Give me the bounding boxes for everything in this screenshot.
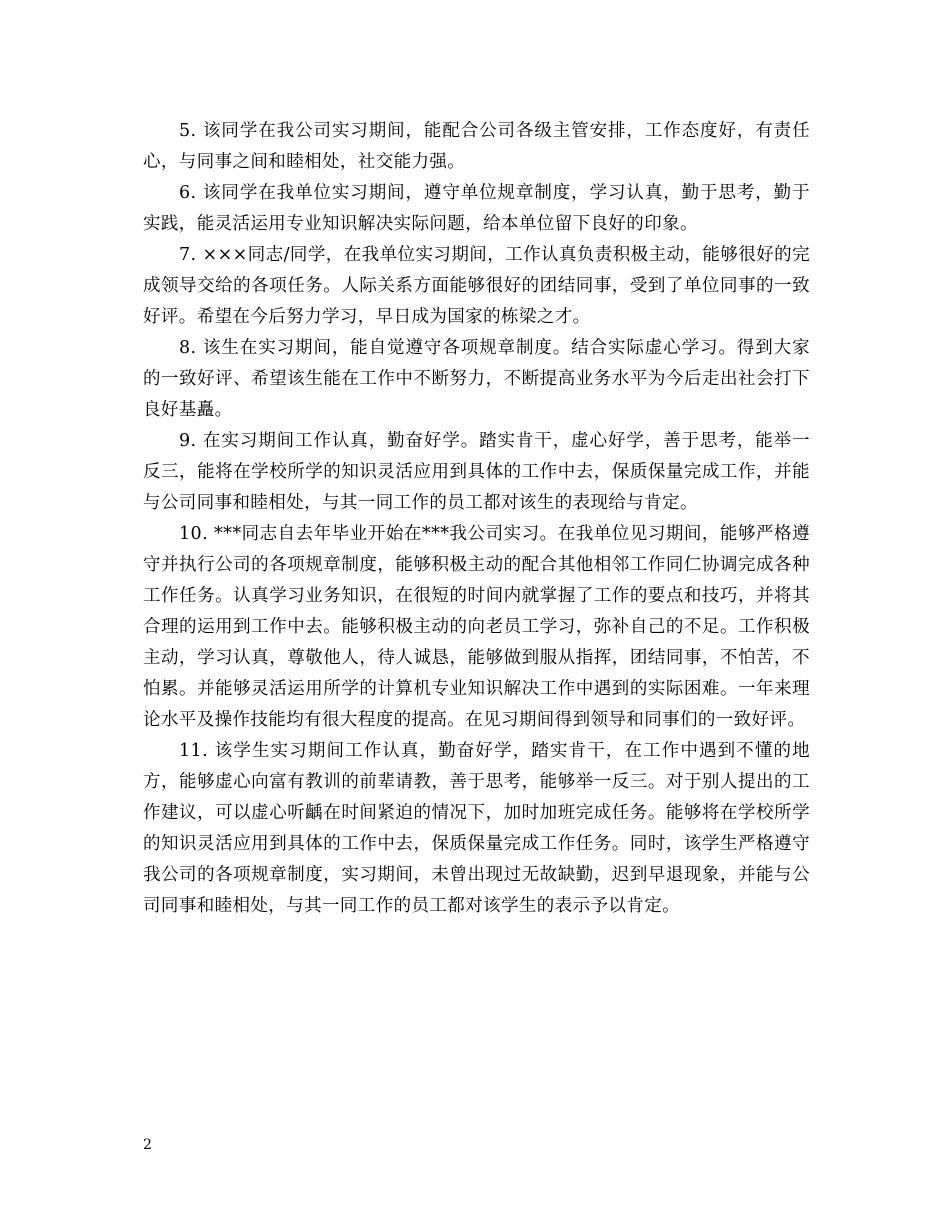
paragraph-number: 11.: [179, 741, 209, 761]
paragraph-8: [143, 333, 810, 426]
paragraph-6: [143, 178, 810, 240]
document-body: [143, 116, 810, 922]
paragraph-number: 8.: [179, 338, 197, 358]
paragraph-text: ×××同志/同学，在我单位实习期间，工作认真负责积极主动，能够很好的完成领导交给的各项任务。人际关系方面能够很好的团结同事，受到了单位同事的一致好评。希望在今后努力学习，早日成为国家的栋梁之才。: [143, 245, 810, 327]
paragraph-text: 在实习期间工作认真，勤奋好学。踏实肯干，虚心好学，善于思考，能举一反三，能将在学校所学的知识灵活应用到具体的工作中去，保质保量完成工作，并能与公司同事和睦相处，与其一同工作的员工都对该生的表现给与肯定。: [143, 431, 810, 513]
paragraph-11: [143, 736, 810, 922]
paragraph-number: 10.: [179, 524, 209, 544]
paragraph-number: 9.: [179, 431, 197, 451]
paragraph-text: 该生在实习期间，能自觉遵守各项规章制度。结合实际虚心学习。得到大家的一致好评、希望该生能在工作中不断努力，不断提高业务水平为今后走出社会打下良好基矗。: [143, 338, 810, 420]
page-number: 2: [143, 1137, 152, 1153]
paragraph-number: 5.: [179, 121, 197, 141]
paragraph-text: 该学生实习期间工作认真，勤奋好学，踏实肯干，在工作中遇到不懂的地方，能够虚心向富有教训的前辈请教，善于思考，能够举一反三。对于别人提出的工作建议，可以虚心听齲在时间紧迫的情况下，加时加班完成任务。能够将在学校所学的知识灵活应用到具体的工作中去，保质保量完成工作任务。同时，该学生严格遵守我公司的各项规章制度，实习期间，未曾出现过无故缺勤，迟到早退现象，并能与公司同事和睦相处，与其一同工作的员工都对该学生的表示予以肯定。: [143, 741, 810, 916]
paragraph-number: 7.: [179, 245, 197, 265]
paragraph-9: [143, 426, 810, 519]
paragraph-10: [143, 519, 810, 736]
paragraph-text: 该同学在我单位实习期间，遵守单位规章制度，学习认真，勤于思考，勤于实践，能灵活运用专业知识解决实际问题，给本单位留下良好的印象。: [143, 183, 810, 234]
paragraph-5: [143, 116, 810, 178]
paragraph-text: 该同学在我公司实习期间，能配合公司各级主管安排，工作态度好，有责任心，与同事之间和睦相处，社交能力强。: [143, 121, 810, 172]
paragraph-7: [143, 240, 810, 333]
paragraph-number: 6.: [179, 183, 197, 203]
paragraph-text: ***同志自去年毕业开始在***我公司实习。在我单位见习期间，能够严格遵守并执行公司的各项规章制度，能够积极主动的配合其他相邻工作同仁协调完成各种工作任务。认真学习业务知识，在很短的时间内就掌握了工作的要点和技巧，并将其合理的运用到工作中去。能够积极主动的向老员工学习，弥补自己的不足。工作积极主动，学习认真，尊敬他人，待人诚恳，能够做到服从指挥，团结同事，不怕苦，不怕累。并能够灵活运用所学的计算机专业知识解决工作中遇到的实际困难。一年来理论水平及操作技能均有很大程度的提高。在见习期间得到领导和同事们的一致好评。: [143, 524, 810, 730]
